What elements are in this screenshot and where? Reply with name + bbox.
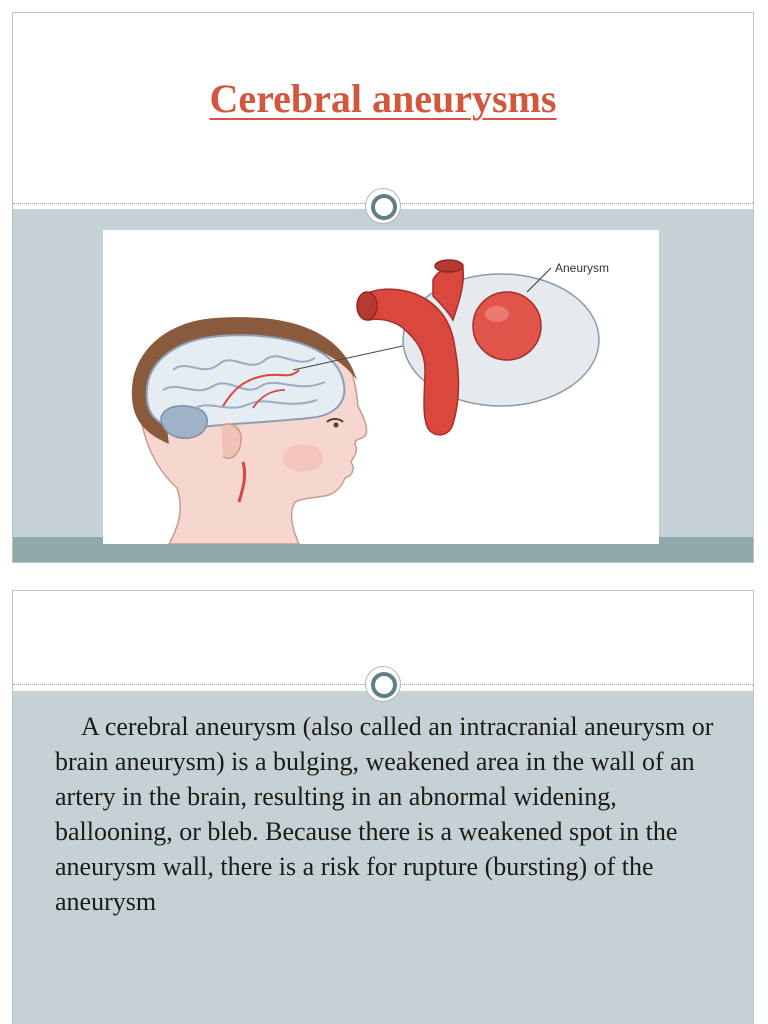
brain-aneurysm-icon <box>103 230 659 544</box>
slide-1-title-area <box>13 13 753 205</box>
brain-aneurysm-illustration <box>103 230 659 544</box>
ring-ornament-icon <box>365 188 401 224</box>
definition-paragraph: A cerebral aneurysm (also called an intracranial aneurysm or brain aneurysm) is a bulging, weakened area in the wall of an artery in the brain, resulting in an abnormal widening, ballooning, or bleb. Because there is a weakened spot in the aneurysm wall, there is a risk for rupture (bursting) of the aneurysm <box>55 712 714 916</box>
slide-1 <box>12 12 754 563</box>
slide-2 <box>12 590 754 1024</box>
slide-title: Cerebral aneurysms <box>209 76 557 121</box>
aneurysm-label: Aneurysm <box>555 261 610 275</box>
ring-ornament-icon <box>365 666 401 702</box>
